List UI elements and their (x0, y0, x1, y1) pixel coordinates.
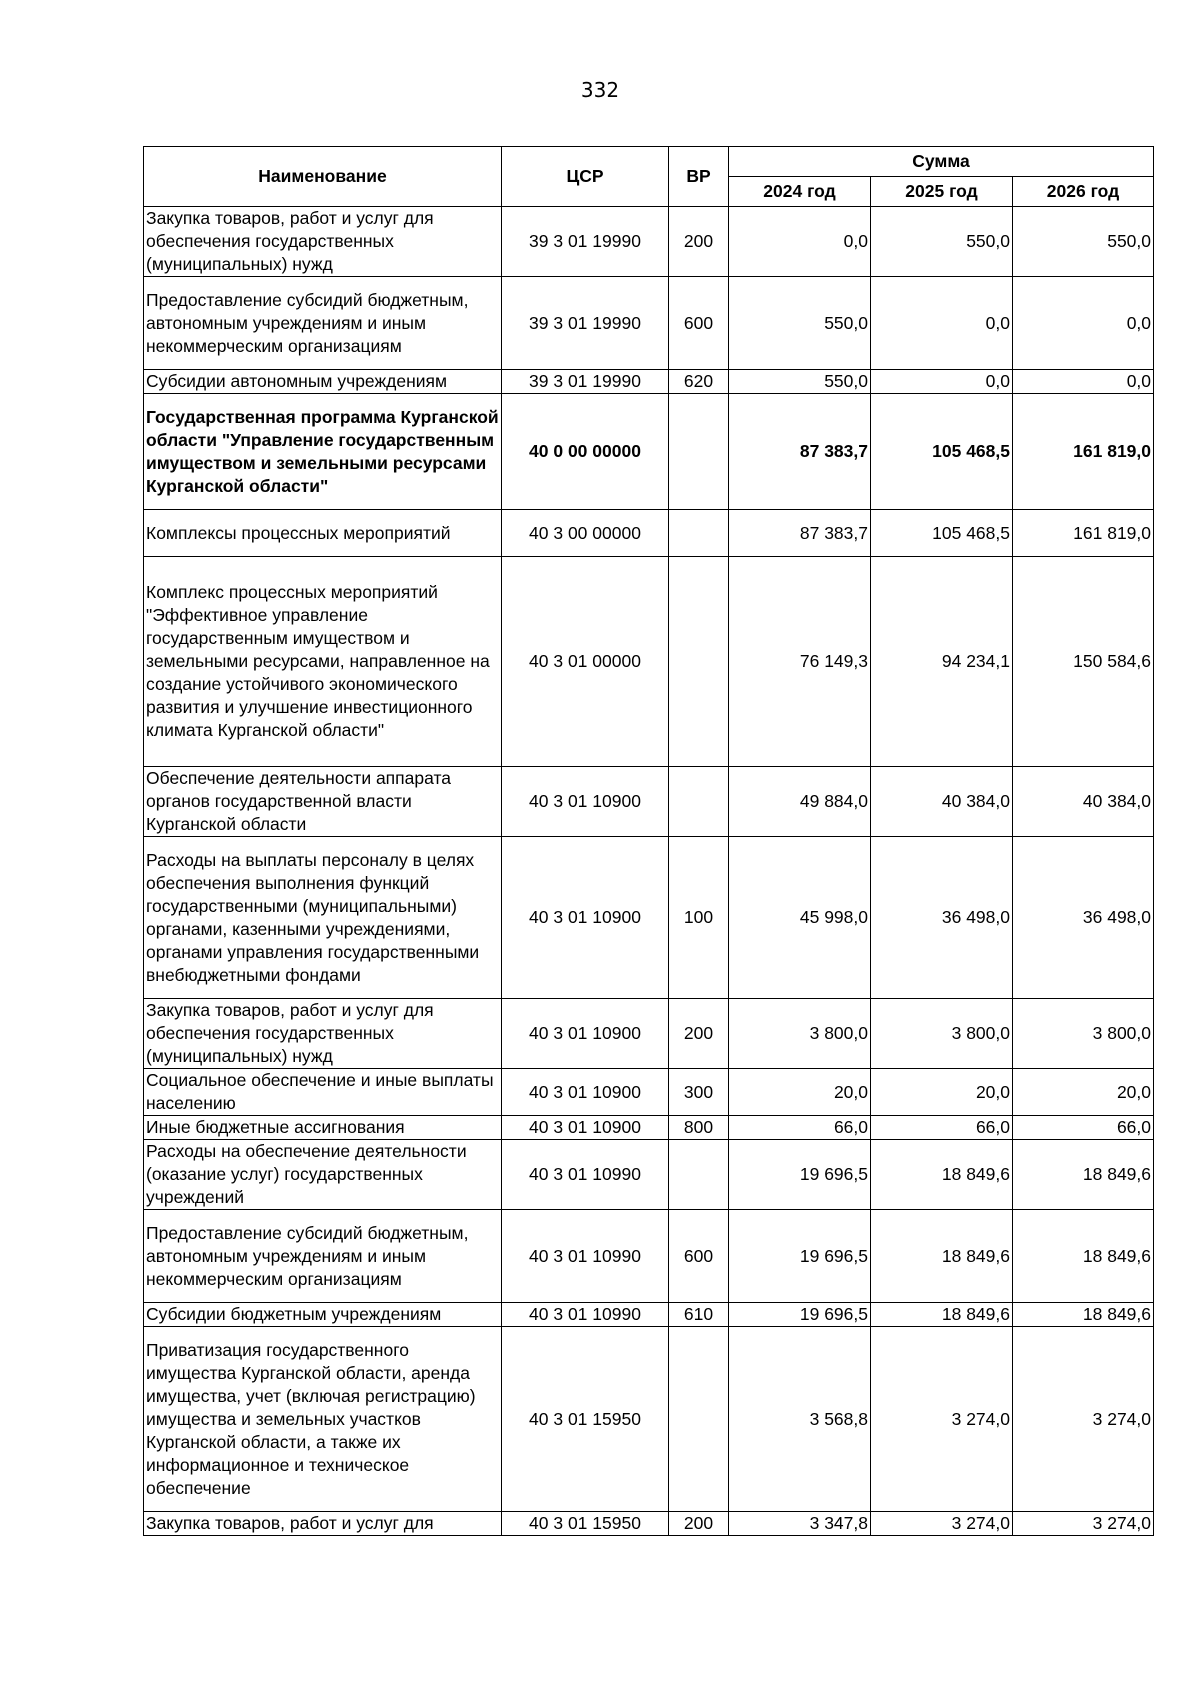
row-2026: 18 849,6 (1013, 1303, 1154, 1327)
row-vr: 600 (669, 1210, 729, 1303)
table-row (144, 277, 1154, 370)
row-2025: 94 234,1 (871, 557, 1013, 767)
row-2026: 18 849,6 (1013, 1140, 1154, 1210)
row-name: Обеспечение деятельности аппарата органов государственной власти Курганской области (144, 767, 502, 837)
row-csr: 40 3 01 10990 (502, 1303, 669, 1327)
row-2026: 161 819,0 (1013, 510, 1154, 557)
table-row (144, 1327, 1154, 1512)
table-row (144, 394, 1154, 510)
row-name: Социальное обеспечение и иные выплаты населению (144, 1069, 502, 1116)
table-body (144, 207, 1154, 1536)
row-name: Субсидии бюджетным учреждениям (144, 1303, 502, 1327)
row-vr: 100 (669, 837, 729, 999)
row-name: Закупка товаров, работ и услуг для (144, 1512, 502, 1536)
row-2024: 76 149,3 (729, 557, 871, 767)
row-2026: 0,0 (1013, 277, 1154, 370)
row-2025: 3 274,0 (871, 1327, 1013, 1512)
row-2025: 0,0 (871, 277, 1013, 370)
row-2024: 550,0 (729, 277, 871, 370)
row-2025: 3 274,0 (871, 1512, 1013, 1536)
row-2025: 18 849,6 (871, 1140, 1013, 1210)
row-2026: 3 274,0 (1013, 1327, 1154, 1512)
row-2024: 87 383,7 (729, 394, 871, 510)
row-vr: 600 (669, 277, 729, 370)
table-row (144, 1140, 1154, 1210)
row-2025: 0,0 (871, 370, 1013, 394)
row-2024: 87 383,7 (729, 510, 871, 557)
table-row (144, 837, 1154, 999)
row-csr: 40 3 00 00000 (502, 510, 669, 557)
row-csr: 40 3 01 10990 (502, 1210, 669, 1303)
row-csr: 40 3 01 15950 (502, 1327, 669, 1512)
row-2024: 45 998,0 (729, 837, 871, 999)
row-2024: 19 696,5 (729, 1210, 871, 1303)
row-2026: 66,0 (1013, 1116, 1154, 1140)
row-2024: 19 696,5 (729, 1303, 871, 1327)
row-2026: 3 274,0 (1013, 1512, 1154, 1536)
row-csr: 40 3 01 10900 (502, 1069, 669, 1116)
row-2024: 0,0 (729, 207, 871, 277)
row-vr (669, 510, 729, 557)
row-csr: 40 3 01 10900 (502, 999, 669, 1069)
header-vr: ВР (669, 147, 729, 207)
row-csr: 40 0 00 00000 (502, 394, 669, 510)
row-2025: 550,0 (871, 207, 1013, 277)
row-2025: 18 849,6 (871, 1303, 1013, 1327)
row-vr (669, 767, 729, 837)
row-2024: 3 568,8 (729, 1327, 871, 1512)
row-2025: 20,0 (871, 1069, 1013, 1116)
row-vr: 800 (669, 1116, 729, 1140)
row-2024: 550,0 (729, 370, 871, 394)
row-name: Иные бюджетные ассигнования (144, 1116, 502, 1140)
header-2025: 2025 год (871, 177, 1013, 207)
row-name: Расходы на выплаты персоналу в целях обеспечения выполнения функций государственными (муниципальными) органами, казенными учреждениями, органами управления государственными внебюджетными фондами (144, 837, 502, 999)
row-csr: 40 3 01 10990 (502, 1140, 669, 1210)
row-2024: 3 347,8 (729, 1512, 871, 1536)
row-2026: 0,0 (1013, 370, 1154, 394)
row-2026: 36 498,0 (1013, 837, 1154, 999)
row-csr: 39 3 01 19990 (502, 370, 669, 394)
row-csr: 40 3 01 00000 (502, 557, 669, 767)
row-2025: 40 384,0 (871, 767, 1013, 837)
row-vr (669, 1140, 729, 1210)
row-2026: 40 384,0 (1013, 767, 1154, 837)
row-name: Приватизация государственного имущества Курганской области, аренда имущества, учет (включая регистрацию) имущества и земельных участков Курганской области, а также их информационное и техническое обеспечение (144, 1327, 502, 1512)
row-csr: 40 3 01 10900 (502, 837, 669, 999)
row-csr: 40 3 01 15950 (502, 1512, 669, 1536)
row-2025: 105 468,5 (871, 394, 1013, 510)
row-vr: 300 (669, 1069, 729, 1116)
row-vr (669, 557, 729, 767)
row-vr: 200 (669, 999, 729, 1069)
row-vr (669, 1327, 729, 1512)
row-2026: 20,0 (1013, 1069, 1154, 1116)
table-row (144, 510, 1154, 557)
header-name: Наименование (144, 147, 502, 207)
row-vr (669, 394, 729, 510)
row-name: Предоставление субсидий бюджетным, автономным учреждениям и иным некоммерческим организациям (144, 1210, 502, 1303)
table-row (144, 557, 1154, 767)
row-vr: 610 (669, 1303, 729, 1327)
row-name: Расходы на обеспечение деятельности (оказание услуг) государственных учреждений (144, 1140, 502, 1210)
row-name: Закупка товаров, работ и услуг для обеспечения государственных (муниципальных) нужд (144, 207, 502, 277)
table-row (144, 1210, 1154, 1303)
header-csr: ЦСР (502, 147, 669, 207)
row-name: Субсидии автономным учреждениям (144, 370, 502, 394)
row-2024: 3 800,0 (729, 999, 871, 1069)
row-vr: 200 (669, 207, 729, 277)
header-2026: 2026 год (1013, 177, 1154, 207)
table-header (144, 147, 1154, 207)
row-2026: 3 800,0 (1013, 999, 1154, 1069)
row-2026: 161 819,0 (1013, 394, 1154, 510)
row-csr: 40 3 01 10900 (502, 767, 669, 837)
table-row (144, 1116, 1154, 1140)
row-2024: 49 884,0 (729, 767, 871, 837)
row-csr: 39 3 01 19990 (502, 277, 669, 370)
row-vr: 200 (669, 1512, 729, 1536)
row-vr: 620 (669, 370, 729, 394)
row-name: Закупка товаров, работ и услуг для обеспечения государственных (муниципальных) нужд (144, 999, 502, 1069)
table-row (144, 207, 1154, 277)
row-2025: 105 468,5 (871, 510, 1013, 557)
row-2025: 18 849,6 (871, 1210, 1013, 1303)
table-row (144, 1512, 1154, 1536)
row-2024: 19 696,5 (729, 1140, 871, 1210)
row-2024: 20,0 (729, 1069, 871, 1116)
row-2026: 18 849,6 (1013, 1210, 1154, 1303)
row-2026: 150 584,6 (1013, 557, 1154, 767)
row-name: Комплексы процессных мероприятий (144, 510, 502, 557)
row-name: Предоставление субсидий бюджетным, автономным учреждениям и иным некоммерческим организациям (144, 277, 502, 370)
header-sum: Сумма (729, 147, 1154, 177)
budget-table (143, 146, 1154, 1536)
page-number: 332 (580, 78, 620, 102)
row-csr: 39 3 01 19990 (502, 207, 669, 277)
row-2024: 66,0 (729, 1116, 871, 1140)
row-2026: 550,0 (1013, 207, 1154, 277)
row-2025: 36 498,0 (871, 837, 1013, 999)
row-2025: 3 800,0 (871, 999, 1013, 1069)
row-csr: 40 3 01 10900 (502, 1116, 669, 1140)
row-name: Государственная программа Курганской области "Управление государственным имуществом и земельными ресурсами Курганской области" (144, 394, 502, 510)
table-row (144, 370, 1154, 394)
header-2024: 2024 год (729, 177, 871, 207)
table-row (144, 999, 1154, 1069)
row-2025: 66,0 (871, 1116, 1013, 1140)
table-row (144, 1303, 1154, 1327)
table-row (144, 767, 1154, 837)
row-name: Комплекс процессных мероприятий "Эффективное управление государственным имуществом и земельными ресурсами, направленное на создание устойчивого экономического развития и улучшение инвестиционного климата Курганской области" (144, 557, 502, 767)
table-row (144, 1069, 1154, 1116)
